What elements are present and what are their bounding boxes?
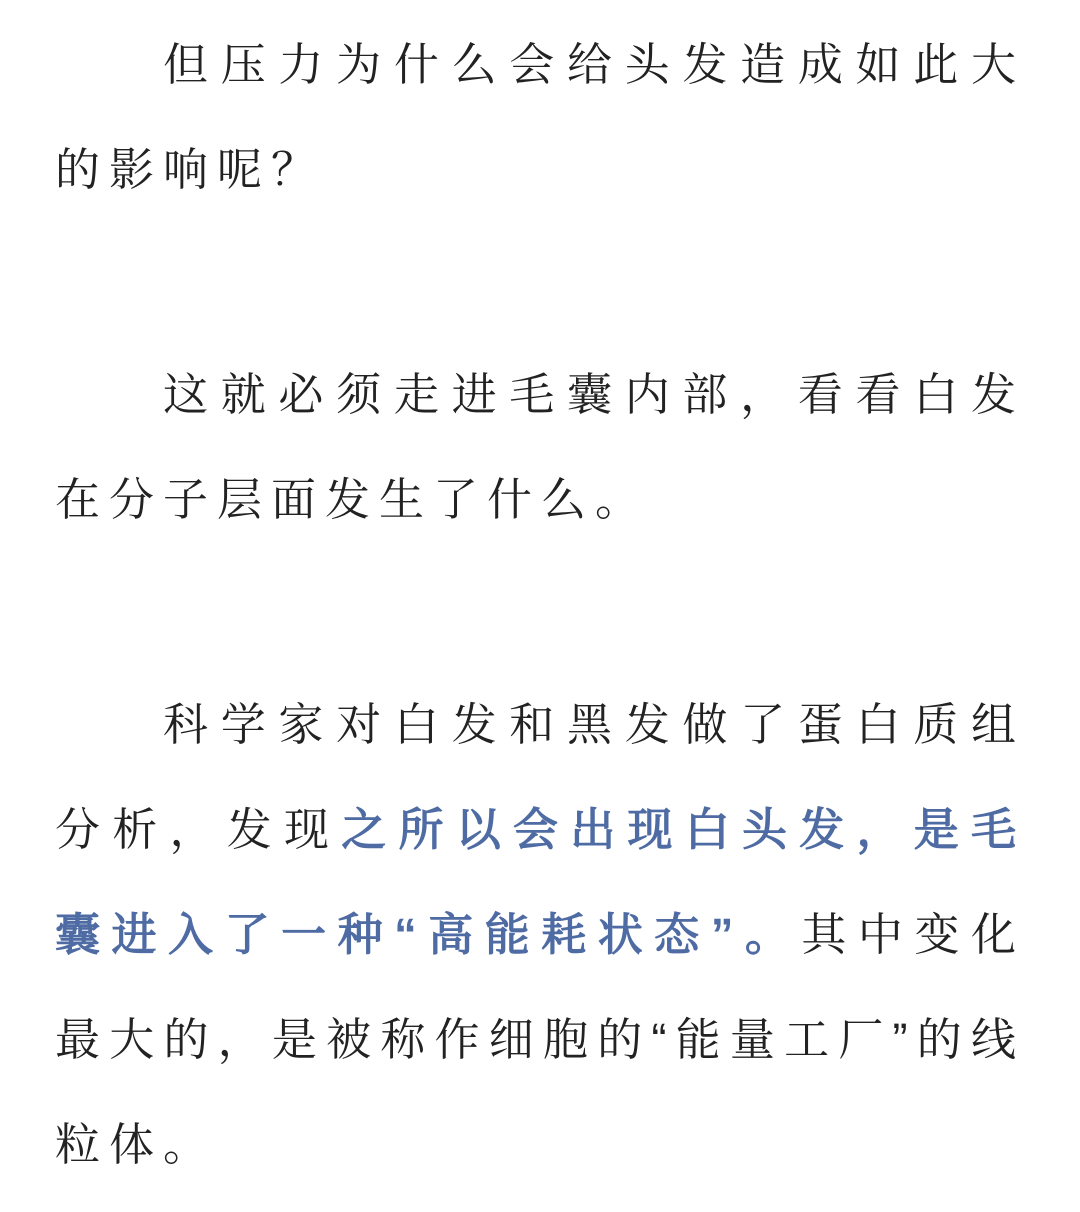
- body-text: 但压力为什么会给头发造成如此大的影响呢？: [55, 39, 1025, 195]
- body-text: 其中变化最大的，是被称作细胞的“能量工厂”的线粒体。: [55, 909, 1025, 1170]
- highlighted-text: 之所以会出现白头发，是毛囊进入了一种“高能耗状态”。: [55, 804, 1025, 960]
- body-text: 科学家对白发和黑发做了蛋白质组分析，发现: [55, 699, 1025, 855]
- paragraph-3: [55, 672, 1025, 1197]
- body-text: 这就必须走进毛囊内部，看看白发在分子层面发生了什么。: [55, 369, 1025, 525]
- paragraph-2: [55, 342, 1025, 552]
- paragraph-1: [55, 12, 1025, 222]
